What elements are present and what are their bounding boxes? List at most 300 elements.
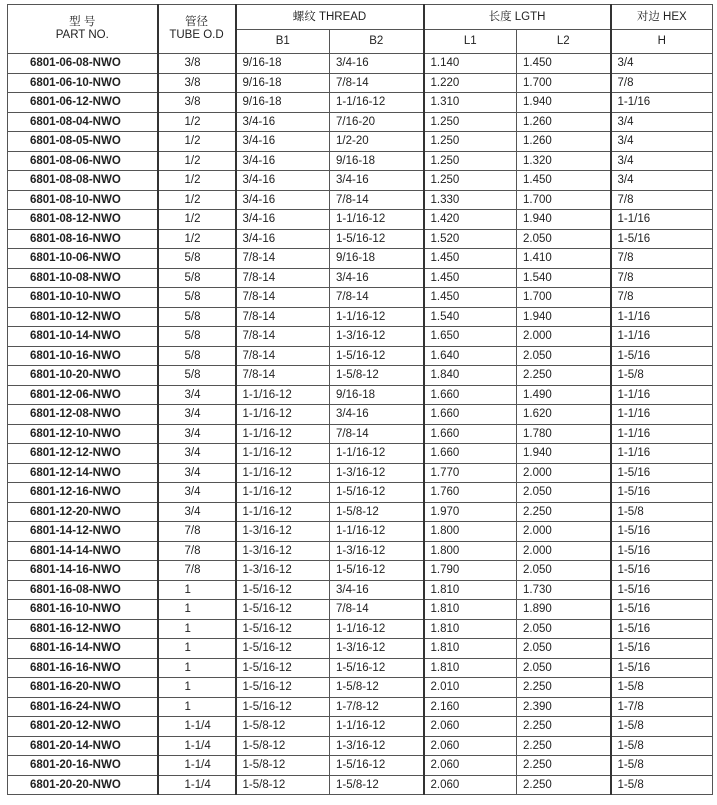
part-no-cell: 6801-08-12-NWO (8, 210, 158, 230)
tube-od-cell: 1 (158, 658, 236, 678)
b2-cell: 7/8-14 (330, 600, 424, 620)
l2-cell: 2.250 (517, 756, 611, 776)
tube-od-cell: 1/2 (158, 112, 236, 132)
h-cell: 1-5/16 (611, 658, 713, 678)
l1-cell: 2.060 (424, 756, 517, 776)
b1-header: B1 (236, 30, 330, 54)
b1-cell: 3/4-16 (236, 190, 330, 210)
part-no-cell: 6801-10-08-NWO (8, 268, 158, 288)
table-row (8, 678, 713, 698)
b1-cell: 7/8-14 (236, 327, 330, 347)
h-cell: 1-5/16 (611, 463, 713, 483)
l2-cell: 2.250 (517, 502, 611, 522)
l2-cell: 2.250 (517, 678, 611, 698)
b2-cell: 1-3/16-12 (330, 541, 424, 561)
b1-cell: 1-5/16-12 (236, 580, 330, 600)
l2-cell: 1.540 (517, 268, 611, 288)
table-row (8, 346, 713, 366)
table-row (8, 132, 713, 152)
l2-cell: 1.450 (517, 171, 611, 191)
h-cell: 1-5/16 (611, 541, 713, 561)
b2-cell: 1-3/16-12 (330, 639, 424, 659)
table-row (8, 697, 713, 717)
tube-od-cell: 3/4 (158, 444, 236, 464)
l2-cell: 2.250 (517, 775, 611, 795)
l2-cell: 2.000 (517, 522, 611, 542)
b1-cell: 1-5/16-12 (236, 639, 330, 659)
b1-cell: 1-5/16-12 (236, 658, 330, 678)
b1-cell: 1-5/16-12 (236, 619, 330, 639)
h-cell: 3/4 (611, 112, 713, 132)
b2-cell: 3/4-16 (330, 268, 424, 288)
table-row (8, 541, 713, 561)
b1-cell: 1-5/16-12 (236, 678, 330, 698)
h-cell: 1-1/16 (611, 385, 713, 405)
b1-cell: 1-3/16-12 (236, 522, 330, 542)
tube-od-cell: 1 (158, 580, 236, 600)
tube-od-cell: 3/4 (158, 483, 236, 503)
tube-od-cell: 1 (158, 619, 236, 639)
b2-cell: 1-1/16-12 (330, 210, 424, 230)
part-no-cell: 6801-12-16-NWO (8, 483, 158, 503)
part-no-header (8, 5, 158, 54)
b1-cell: 1-5/8-12 (236, 756, 330, 776)
part-no-cell: 6801-06-12-NWO (8, 93, 158, 113)
b1-cell: 1-5/16-12 (236, 600, 330, 620)
l2-cell: 1.320 (517, 151, 611, 171)
tube-od-cell: 5/8 (158, 327, 236, 347)
part-no-cell: 6801-14-12-NWO (8, 522, 158, 542)
table-row (8, 151, 713, 171)
tube-od-cell: 1-1/4 (158, 717, 236, 737)
tube-od-cell: 3/8 (158, 93, 236, 113)
part-no-cell: 6801-20-14-NWO (8, 736, 158, 756)
table-row (8, 93, 713, 113)
l2-cell: 2.250 (517, 366, 611, 386)
b2-cell: 1-5/16-12 (330, 229, 424, 249)
tube-od-cell: 1 (158, 639, 236, 659)
h-cell: 3/4 (611, 132, 713, 152)
part-no-cell: 6801-12-10-NWO (8, 424, 158, 444)
b2-header: B2 (330, 30, 424, 54)
l2-cell: 1.260 (517, 112, 611, 132)
tube-od-cell: 5/8 (158, 288, 236, 308)
hex-header: 对边 HEX (611, 5, 713, 30)
part-no-cell: 6801-10-14-NWO (8, 327, 158, 347)
h-header: H (611, 30, 713, 54)
l1-cell: 1.790 (424, 561, 517, 581)
l1-cell: 1.250 (424, 171, 517, 191)
l1-cell: 1.220 (424, 73, 517, 93)
l1-cell: 2.060 (424, 717, 517, 737)
part-no-cell: 6801-16-10-NWO (8, 600, 158, 620)
table-row (8, 483, 713, 503)
tube-od-header-en: TUBE O.D (169, 29, 224, 41)
l1-cell: 1.810 (424, 639, 517, 659)
table-row (8, 288, 713, 308)
tube-od-cell: 5/8 (158, 366, 236, 386)
tube-od-cell: 1/2 (158, 190, 236, 210)
part-no-cell: 6801-16-24-NWO (8, 697, 158, 717)
h-cell: 3/4 (611, 151, 713, 171)
l2-cell: 2.050 (517, 658, 611, 678)
h-cell: 1-5/8 (611, 678, 713, 698)
table-row (8, 502, 713, 522)
table-row (8, 717, 713, 737)
part-no-cell: 6801-14-16-NWO (8, 561, 158, 581)
tube-od-header-cn: 管径 (185, 16, 208, 28)
h-cell: 1-1/16 (611, 327, 713, 347)
l1-cell: 1.660 (424, 385, 517, 405)
h-cell: 1-5/8 (611, 366, 713, 386)
b2-cell: 3/4-16 (330, 405, 424, 425)
tube-od-cell: 1/2 (158, 229, 236, 249)
h-cell: 1-1/16 (611, 444, 713, 464)
tube-od-cell: 3/4 (158, 424, 236, 444)
h-cell: 3/4 (611, 54, 713, 74)
part-no-cell: 6801-10-10-NWO (8, 288, 158, 308)
h-cell: 3/4 (611, 171, 713, 191)
h-cell: 1-5/8 (611, 775, 713, 795)
b1-cell: 7/8-14 (236, 366, 330, 386)
l2-cell: 1.940 (517, 93, 611, 113)
l1-cell: 1.310 (424, 93, 517, 113)
h-cell: 1-5/16 (611, 522, 713, 542)
l1-cell: 1.330 (424, 190, 517, 210)
b1-cell: 9/16-18 (236, 73, 330, 93)
b1-cell: 1-5/8-12 (236, 736, 330, 756)
l1-cell: 1.660 (424, 405, 517, 425)
l2-cell: 1.940 (517, 307, 611, 327)
l1-cell: 2.060 (424, 736, 517, 756)
tube-od-cell: 5/8 (158, 249, 236, 269)
part-no-cell: 6801-08-04-NWO (8, 112, 158, 132)
part-no-header-en: PART NO. (55, 29, 109, 41)
b2-cell: 1-1/16-12 (330, 444, 424, 464)
tube-od-cell: 1 (158, 600, 236, 620)
table-row (8, 249, 713, 269)
h-cell: 1-5/16 (611, 600, 713, 620)
b1-cell: 9/16-18 (236, 93, 330, 113)
l1-cell: 1.140 (424, 54, 517, 74)
b2-cell: 1-3/16-12 (330, 736, 424, 756)
tube-od-cell: 1/2 (158, 171, 236, 191)
h-cell: 7/8 (611, 190, 713, 210)
b2-cell: 1-3/16-12 (330, 463, 424, 483)
b2-cell: 1-5/16-12 (330, 756, 424, 776)
l2-cell: 1.780 (517, 424, 611, 444)
tube-od-cell: 5/8 (158, 268, 236, 288)
l2-cell: 1.450 (517, 54, 611, 74)
b1-cell: 1-1/16-12 (236, 502, 330, 522)
l1-cell: 1.810 (424, 658, 517, 678)
b1-cell: 7/8-14 (236, 346, 330, 366)
part-no-cell: 6801-12-08-NWO (8, 405, 158, 425)
b2-cell: 7/16-20 (330, 112, 424, 132)
h-cell: 1-1/16 (611, 93, 713, 113)
l1-cell: 1.840 (424, 366, 517, 386)
l2-cell: 1.890 (517, 600, 611, 620)
tube-od-header (158, 5, 236, 54)
h-cell: 1-1/16 (611, 424, 713, 444)
b1-cell: 1-3/16-12 (236, 541, 330, 561)
b2-cell: 3/4-16 (330, 54, 424, 74)
tube-od-cell: 3/8 (158, 54, 236, 74)
b1-cell: 3/4-16 (236, 132, 330, 152)
part-no-cell: 6801-12-12-NWO (8, 444, 158, 464)
l1-cell: 1.660 (424, 444, 517, 464)
spec-table (7, 4, 713, 795)
table-row (8, 327, 713, 347)
table-row (8, 171, 713, 191)
b1-cell: 7/8-14 (236, 307, 330, 327)
table-row (8, 190, 713, 210)
l2-cell: 2.050 (517, 619, 611, 639)
part-no-cell: 6801-16-12-NWO (8, 619, 158, 639)
tube-od-cell: 5/8 (158, 307, 236, 327)
part-no-cell: 6801-20-20-NWO (8, 775, 158, 795)
l2-cell: 2.050 (517, 346, 611, 366)
l2-cell: 1.730 (517, 580, 611, 600)
h-cell: 1-1/16 (611, 405, 713, 425)
b2-cell: 3/4-16 (330, 580, 424, 600)
l2-cell: 1.700 (517, 288, 611, 308)
b2-cell: 1-5/8-12 (330, 366, 424, 386)
h-cell: 1-5/16 (611, 639, 713, 659)
part-no-cell: 6801-10-20-NWO (8, 366, 158, 386)
l1-cell: 1.770 (424, 463, 517, 483)
l1-cell: 1.810 (424, 580, 517, 600)
tube-od-cell: 1/2 (158, 210, 236, 230)
l1-header: L1 (424, 30, 517, 54)
l1-cell: 1.450 (424, 249, 517, 269)
b1-cell: 3/4-16 (236, 151, 330, 171)
l2-cell: 1.410 (517, 249, 611, 269)
l2-cell: 2.250 (517, 736, 611, 756)
h-cell: 1-7/8 (611, 697, 713, 717)
length-header: 长度 LGTH (424, 5, 611, 30)
tube-od-cell: 3/4 (158, 405, 236, 425)
h-cell: 1-1/16 (611, 210, 713, 230)
l2-cell: 1.260 (517, 132, 611, 152)
part-no-cell: 6801-14-14-NWO (8, 541, 158, 561)
table-row (8, 658, 713, 678)
b2-cell: 7/8-14 (330, 73, 424, 93)
b1-cell: 7/8-14 (236, 288, 330, 308)
b2-cell: 9/16-18 (330, 249, 424, 269)
b1-cell: 1-1/16-12 (236, 405, 330, 425)
part-no-cell: 6801-08-05-NWO (8, 132, 158, 152)
b2-cell: 1-5/16-12 (330, 346, 424, 366)
b2-cell: 7/8-14 (330, 190, 424, 210)
tube-od-cell: 3/4 (158, 385, 236, 405)
l1-cell: 1.640 (424, 346, 517, 366)
l1-cell: 1.250 (424, 112, 517, 132)
part-no-cell: 6801-16-20-NWO (8, 678, 158, 698)
b1-cell: 1-1/16-12 (236, 483, 330, 503)
tube-od-cell: 1/2 (158, 151, 236, 171)
b2-cell: 9/16-18 (330, 385, 424, 405)
table-row (8, 385, 713, 405)
l1-cell: 1.800 (424, 541, 517, 561)
b1-cell: 3/4-16 (236, 171, 330, 191)
b2-cell: 1-5/16-12 (330, 561, 424, 581)
b1-cell: 7/8-14 (236, 268, 330, 288)
h-cell: 1-5/8 (611, 736, 713, 756)
l1-cell: 1.450 (424, 268, 517, 288)
l1-cell: 1.540 (424, 307, 517, 327)
part-no-header-cn: 型 号 (69, 16, 96, 28)
l1-cell: 1.810 (424, 619, 517, 639)
part-no-cell: 6801-20-16-NWO (8, 756, 158, 776)
table-row (8, 366, 713, 386)
part-no-cell: 6801-06-08-NWO (8, 54, 158, 74)
b2-cell: 3/4-16 (330, 171, 424, 191)
l2-cell: 1.620 (517, 405, 611, 425)
part-no-cell: 6801-16-14-NWO (8, 639, 158, 659)
l1-cell: 2.160 (424, 697, 517, 717)
b1-cell: 1-3/16-12 (236, 561, 330, 581)
part-no-cell: 6801-08-06-NWO (8, 151, 158, 171)
b1-cell: 1-1/16-12 (236, 463, 330, 483)
table-row (8, 268, 713, 288)
h-cell: 1-1/16 (611, 307, 713, 327)
l2-cell: 2.050 (517, 561, 611, 581)
h-cell: 7/8 (611, 288, 713, 308)
table-row (8, 756, 713, 776)
part-no-cell: 6801-06-10-NWO (8, 73, 158, 93)
table-row (8, 600, 713, 620)
l2-cell: 1.490 (517, 385, 611, 405)
tube-od-cell: 7/8 (158, 541, 236, 561)
tube-od-cell: 1 (158, 678, 236, 698)
b2-cell: 1-1/16-12 (330, 717, 424, 737)
b2-cell: 1-1/16-12 (330, 93, 424, 113)
table-row (8, 405, 713, 425)
table-row (8, 444, 713, 464)
b1-cell: 3/4-16 (236, 210, 330, 230)
b2-cell: 1-3/16-12 (330, 327, 424, 347)
h-cell: 1-5/8 (611, 717, 713, 737)
h-cell: 1-5/16 (611, 580, 713, 600)
b2-cell: 1-5/8-12 (330, 775, 424, 795)
table-row (8, 54, 713, 74)
h-cell: 1-5/16 (611, 229, 713, 249)
b2-cell: 1-1/16-12 (330, 307, 424, 327)
part-no-cell: 6801-12-06-NWO (8, 385, 158, 405)
table-header (8, 5, 713, 54)
h-cell: 7/8 (611, 249, 713, 269)
l2-cell: 2.000 (517, 463, 611, 483)
h-cell: 1-5/16 (611, 483, 713, 503)
tube-od-cell: 1 (158, 697, 236, 717)
h-cell: 7/8 (611, 268, 713, 288)
l2-cell: 2.050 (517, 483, 611, 503)
table-row (8, 775, 713, 795)
l1-cell: 2.010 (424, 678, 517, 698)
b1-cell: 1-5/16-12 (236, 697, 330, 717)
b2-cell: 1-1/16-12 (330, 522, 424, 542)
table-row (8, 561, 713, 581)
table-row (8, 229, 713, 249)
l1-cell: 1.420 (424, 210, 517, 230)
part-no-cell: 6801-16-08-NWO (8, 580, 158, 600)
part-no-cell: 6801-20-12-NWO (8, 717, 158, 737)
l2-cell: 1.700 (517, 73, 611, 93)
l2-cell: 2.000 (517, 327, 611, 347)
b1-cell: 9/16-18 (236, 54, 330, 74)
l2-cell: 1.940 (517, 210, 611, 230)
l1-cell: 1.660 (424, 424, 517, 444)
b1-cell: 3/4-16 (236, 229, 330, 249)
l2-cell: 2.050 (517, 639, 611, 659)
l1-cell: 1.650 (424, 327, 517, 347)
h-cell: 1-5/8 (611, 502, 713, 522)
part-no-cell: 6801-10-16-NWO (8, 346, 158, 366)
l1-cell: 1.810 (424, 600, 517, 620)
part-no-cell: 6801-12-20-NWO (8, 502, 158, 522)
table-row (8, 210, 713, 230)
l2-header: L2 (517, 30, 611, 54)
b2-cell: 7/8-14 (330, 424, 424, 444)
l1-cell: 1.800 (424, 522, 517, 542)
l2-cell: 1.940 (517, 444, 611, 464)
part-no-cell: 6801-12-14-NWO (8, 463, 158, 483)
l1-cell: 1.760 (424, 483, 517, 503)
part-no-cell: 6801-08-10-NWO (8, 190, 158, 210)
table-row (8, 580, 713, 600)
l1-cell: 2.060 (424, 775, 517, 795)
h-cell: 1-5/16 (611, 346, 713, 366)
l2-cell: 2.050 (517, 229, 611, 249)
tube-od-cell: 5/8 (158, 346, 236, 366)
b2-cell: 1-5/8-12 (330, 678, 424, 698)
table-row (8, 73, 713, 93)
tube-od-cell: 1-1/4 (158, 775, 236, 795)
part-no-cell: 6801-10-12-NWO (8, 307, 158, 327)
part-no-cell: 6801-08-08-NWO (8, 171, 158, 191)
tube-od-cell: 3/4 (158, 463, 236, 483)
table-row (8, 112, 713, 132)
tube-od-cell: 1/2 (158, 132, 236, 152)
b1-cell: 3/4-16 (236, 112, 330, 132)
part-no-cell: 6801-08-16-NWO (8, 229, 158, 249)
table-row (8, 736, 713, 756)
thread-header: 螺纹 THREAD (236, 5, 424, 30)
b1-cell: 1-5/8-12 (236, 717, 330, 737)
tube-od-cell: 3/8 (158, 73, 236, 93)
b1-cell: 1-1/16-12 (236, 444, 330, 464)
h-cell: 7/8 (611, 73, 713, 93)
table-row (8, 522, 713, 542)
tube-od-cell: 7/8 (158, 561, 236, 581)
b2-cell: 9/16-18 (330, 151, 424, 171)
table-row (8, 639, 713, 659)
tube-od-cell: 1-1/4 (158, 736, 236, 756)
part-no-cell: 6801-16-16-NWO (8, 658, 158, 678)
b2-cell: 1-7/8-12 (330, 697, 424, 717)
b2-cell: 1-5/16-12 (330, 658, 424, 678)
h-cell: 1-5/16 (611, 619, 713, 639)
l2-cell: 2.000 (517, 541, 611, 561)
tube-od-cell: 3/4 (158, 502, 236, 522)
l1-cell: 1.970 (424, 502, 517, 522)
table-row (8, 463, 713, 483)
b2-cell: 1-5/8-12 (330, 502, 424, 522)
h-cell: 1-5/16 (611, 561, 713, 581)
tube-od-cell: 1-1/4 (158, 756, 236, 776)
b2-cell: 1/2-20 (330, 132, 424, 152)
